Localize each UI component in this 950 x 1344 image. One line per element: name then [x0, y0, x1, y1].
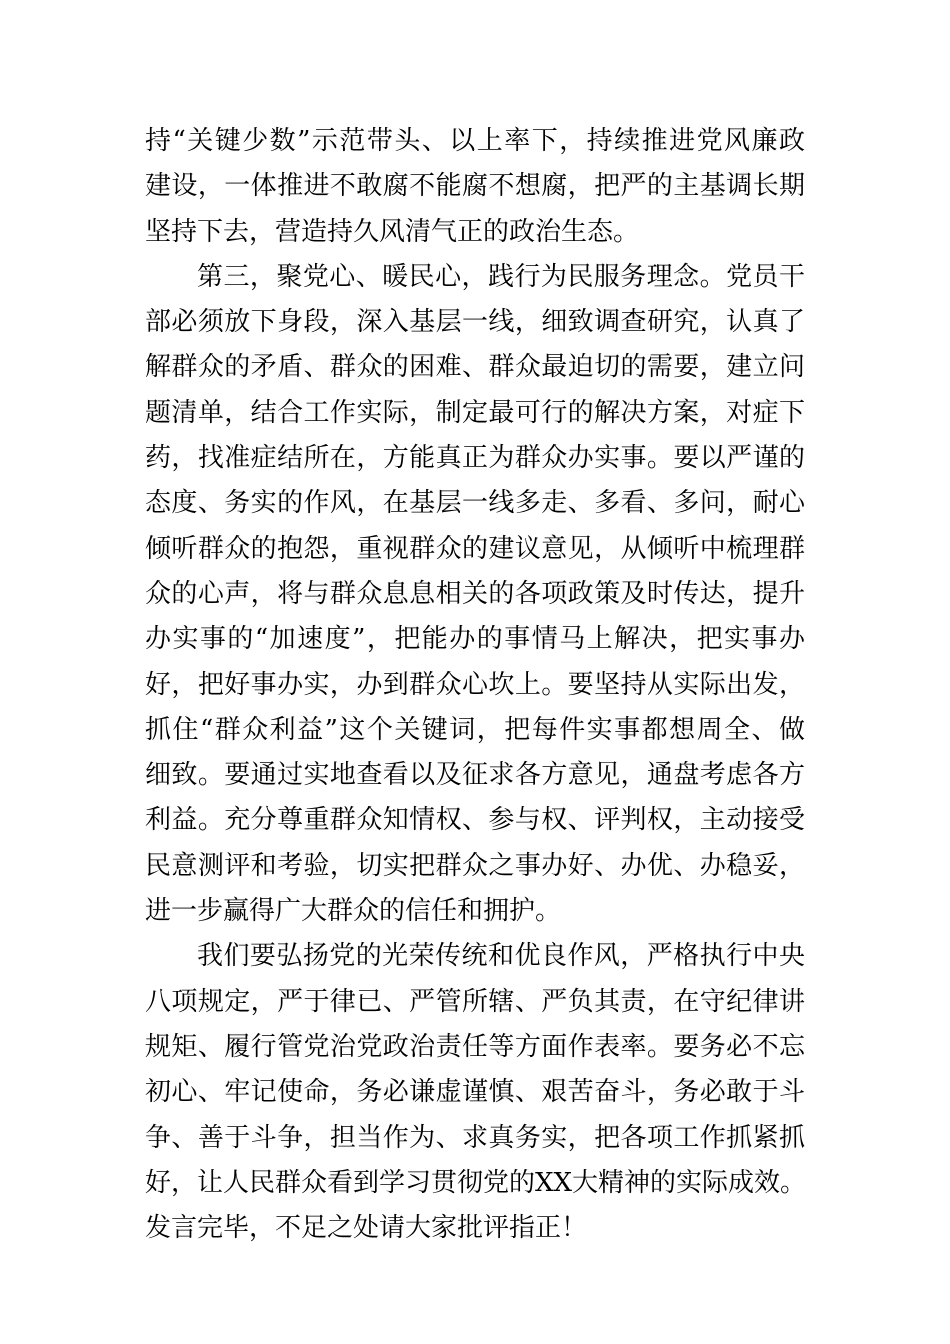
text-line: 药，找准症结所在，方能真正为群众办实事。要以严谨的 [145, 443, 805, 474]
text-line: 题清单，结合工作实际，制定最可行的解决方案，对症下 [145, 397, 805, 428]
paragraph-1 [145, 119, 805, 255]
text-line: 态度、务实的作风，在基层一线多走、多看、多问，耐心 [145, 488, 805, 519]
text-line: 我们要弘扬党的光荣传统和优良作风，严格执行中央 [197, 941, 805, 972]
text-line: 利益。充分尊重群众知情权、参与权、评判权，主动接受 [145, 805, 805, 836]
text-line: 发言完毕，不足之处请大家批评指正！ [145, 1213, 588, 1244]
text-line: 坚持下去，营造持久风清气正的政治生态。 [145, 216, 640, 247]
text-line: 八项规定，严于律已、严管所辖、严负其责，在守纪律讲 [145, 986, 805, 1017]
text-line: 建设，一体推进不敢腐不能腐不想腐，把严的主基调长期 [145, 171, 805, 202]
text-line: 规矩、履行管党治党政治责任等方面作表率。要务必不忘 [145, 1031, 805, 1062]
text-line: 抓住“群众利益”这个关键词，把每件实事都想周全、做 [145, 714, 805, 745]
text-line: 倾听群众的抱怨，重视群众的建议意见，从倾听中梳理群 [145, 533, 805, 564]
text-line: 好，让人民群众看到学习贯彻党的XX大精神的实际成效。 [145, 1167, 807, 1198]
text-line: 持“关键少数”示范带头、以上率下，持续推进党风廉政 [145, 126, 805, 156]
text-line: 民意测评和考验，切实把群众之事办好、办优、办稳妥， [145, 850, 805, 881]
text-line: 进一步赢得广大群众的信任和拥护。 [145, 896, 562, 927]
text-line: 解群众的矛盾、群众的困难、群众最迫切的需要，建立问 [145, 352, 805, 383]
text-line: 部必须放下身段，深入基层一线，细致调查研究，认真了 [145, 307, 805, 338]
text-line: 初心、牢记使命，务必谦虚谨慎、艰苦奋斗，务必敢于斗 [145, 1077, 805, 1108]
paragraph-2 [145, 255, 805, 934]
text-line: 争、善于斗争，担当作为、求真务实，把各项工作抓紧抓 [145, 1122, 805, 1153]
text-line: 细致。要通过实地查看以及征求各方意见，通盘考虑各方 [145, 760, 805, 791]
text-line: 好，把好事办实，办到群众心坎上。要坚持从实际出发， [145, 669, 805, 700]
document-body [145, 119, 805, 1251]
text-line: 第三，聚党心、暖民心，践行为民服务理念。党员干 [197, 261, 805, 292]
paragraph-3 [145, 934, 805, 1251]
text-line: 办实事的“加速度”，把能办的事情马上解决，把实事办 [145, 624, 805, 655]
text-line: 众的心声，将与群众息息相关的各项政策及时传达，提升 [145, 578, 805, 609]
